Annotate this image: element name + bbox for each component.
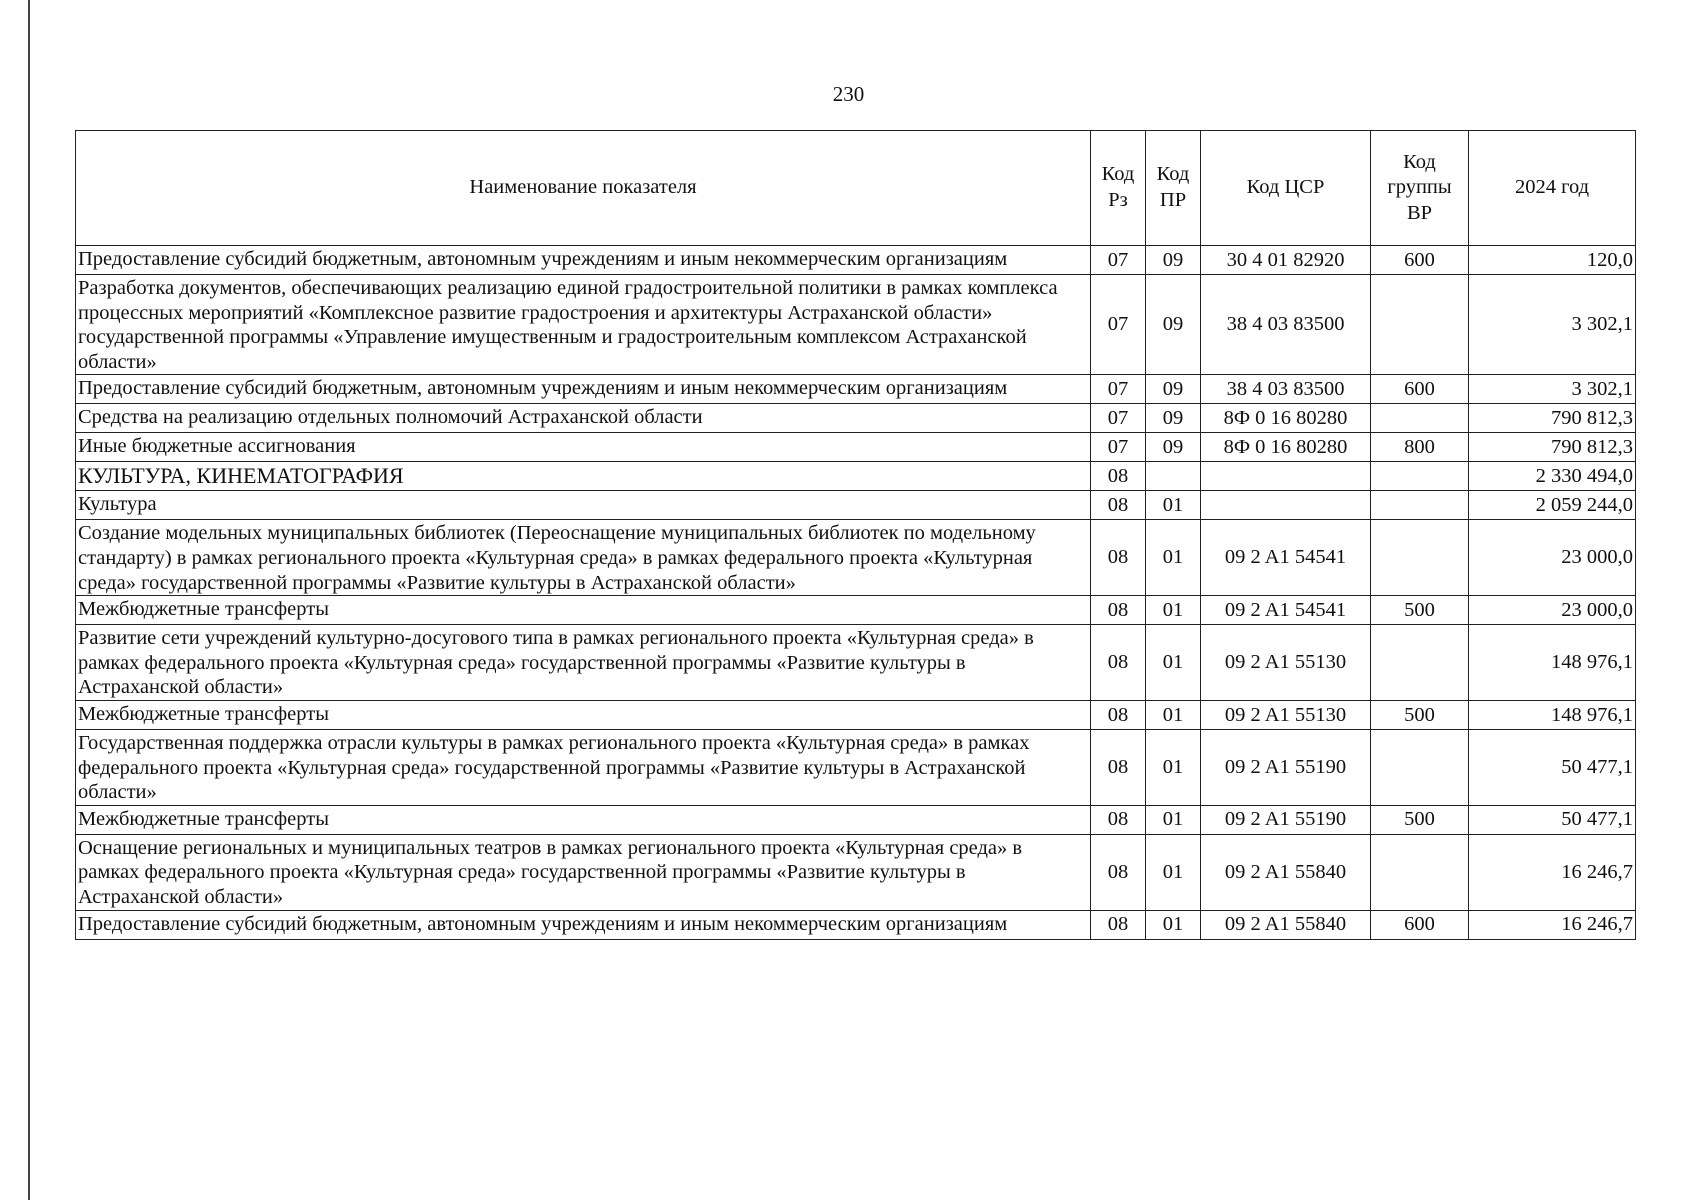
row-pr: 01 (1146, 491, 1201, 520)
table-row-section (76, 462, 1636, 491)
row-amount: 790 812,3 (1469, 404, 1636, 433)
row-amount: 2 330 494,0 (1469, 462, 1636, 491)
row-name: Средства на реализацию отдельных полномочий Астраханской области (76, 404, 1091, 433)
row-amount: 3 302,1 (1469, 275, 1636, 375)
table-row (76, 834, 1636, 910)
row-amount: 148 976,1 (1469, 700, 1636, 729)
row-rz: 07 (1091, 404, 1146, 433)
row-amount: 3 302,1 (1469, 375, 1636, 404)
row-rz: 08 (1091, 700, 1146, 729)
row-pr: 01 (1146, 625, 1201, 701)
table-row (76, 275, 1636, 375)
row-vr (1371, 729, 1469, 805)
row-amount: 120,0 (1469, 246, 1636, 275)
row-pr: 01 (1146, 805, 1201, 834)
row-rz: 07 (1091, 246, 1146, 275)
row-rz: 08 (1091, 729, 1146, 805)
row-name: Культура (76, 491, 1091, 520)
row-csr (1201, 491, 1371, 520)
row-csr: 38 4 03 83500 (1201, 375, 1371, 404)
row-pr: 09 (1146, 275, 1201, 375)
table-row (76, 520, 1636, 596)
row-name: Развитие сети учреждений культурно-досугового типа в рамках регионального проекта «Культурная среда» в рамках федерального проекта «Культурная среда» государственной программы «Развитие культуры в Астраханской области» (76, 625, 1091, 701)
row-vr (1371, 625, 1469, 701)
row-amount: 16 246,7 (1469, 834, 1636, 910)
header-vr: Код группы ВР (1371, 131, 1469, 246)
header-csr: Код ЦСР (1201, 131, 1371, 246)
row-pr: 01 (1146, 520, 1201, 596)
row-name: Предоставление субсидий бюджетным, автономным учреждениям и иным некоммерческим организациям (76, 246, 1091, 275)
row-rz: 08 (1091, 462, 1146, 491)
row-pr: 01 (1146, 596, 1201, 625)
table-row (76, 433, 1636, 462)
row-pr: 09 (1146, 246, 1201, 275)
row-vr: 500 (1371, 700, 1469, 729)
row-pr (1146, 462, 1201, 491)
row-csr: 09 2 A1 55190 (1201, 805, 1371, 834)
row-amount: 2 059 244,0 (1469, 491, 1636, 520)
row-name: Межбюджетные трансферты (76, 700, 1091, 729)
row-vr (1371, 275, 1469, 375)
row-amount: 16 246,7 (1469, 910, 1636, 939)
row-csr: 09 2 A1 55130 (1201, 625, 1371, 701)
row-pr: 01 (1146, 700, 1201, 729)
row-pr: 09 (1146, 375, 1201, 404)
table-row (76, 404, 1636, 433)
row-rz: 07 (1091, 375, 1146, 404)
row-rz: 07 (1091, 275, 1146, 375)
row-rz: 08 (1091, 520, 1146, 596)
header-pr: Код ПР (1146, 131, 1201, 246)
table-row (76, 491, 1636, 520)
table-row (76, 246, 1636, 275)
budget-table (75, 130, 1636, 940)
table-row (76, 596, 1636, 625)
row-vr: 600 (1371, 246, 1469, 275)
row-csr (1201, 462, 1371, 491)
header-rz: Код Рз (1091, 131, 1146, 246)
row-name: Межбюджетные трансферты (76, 596, 1091, 625)
row-amount: 50 477,1 (1469, 729, 1636, 805)
row-rz: 08 (1091, 625, 1146, 701)
row-vr: 600 (1371, 375, 1469, 404)
row-csr: 09 2 A1 54541 (1201, 520, 1371, 596)
row-rz: 08 (1091, 596, 1146, 625)
row-csr: 09 2 A1 55840 (1201, 910, 1371, 939)
row-vr (1371, 404, 1469, 433)
row-vr (1371, 491, 1469, 520)
page-number: 230 (832, 82, 865, 106)
row-name: Межбюджетные трансферты (76, 805, 1091, 834)
row-amount: 23 000,0 (1469, 520, 1636, 596)
row-name: Иные бюджетные ассигнования (76, 433, 1091, 462)
row-vr: 800 (1371, 433, 1469, 462)
row-amount: 50 477,1 (1469, 805, 1636, 834)
table-row (76, 805, 1636, 834)
row-name: Создание модельных муниципальных библиотек (Переоснащение муниципальных библиотек по модельному стандарту) в рамках регионального проекта «Культурная среда» в рамках федерального проекта «Культурная среда» государственной программы «Развитие культуры в Астраханской области» (76, 520, 1091, 596)
row-pr: 01 (1146, 910, 1201, 939)
row-name: Предоставление субсидий бюджетным, автономным учреждениям и иным некоммерческим организациям (76, 910, 1091, 939)
row-csr: 09 2 A1 55190 (1201, 729, 1371, 805)
row-vr: 600 (1371, 910, 1469, 939)
row-name: Разработка документов, обеспечивающих реализацию единой градостроительной политики в рамках комплекса процессных мероприятий «Комплексное развитие градостроения и архитектуры Астраханской области» государственной программы «Управление имущественным и градостроительным комплексом Астраханской области» (76, 275, 1091, 375)
row-pr: 09 (1146, 404, 1201, 433)
row-rz: 07 (1091, 433, 1146, 462)
row-name: Государственная поддержка отрасли культуры в рамках регионального проекта «Культурная среда» в рамках федерального проекта «Культурная среда» государственной программы «Развитие культуры в Астраханской области» (76, 729, 1091, 805)
row-amount: 23 000,0 (1469, 596, 1636, 625)
left-margin-rule (28, 0, 30, 1200)
row-pr: 01 (1146, 834, 1201, 910)
row-rz: 08 (1091, 834, 1146, 910)
table-row (76, 729, 1636, 805)
row-csr: 30 4 01 82920 (1201, 246, 1371, 275)
table-row (76, 375, 1636, 404)
row-vr (1371, 520, 1469, 596)
header-year: 2024 год (1469, 131, 1636, 246)
row-rz: 08 (1091, 910, 1146, 939)
row-vr: 500 (1371, 596, 1469, 625)
row-amount: 790 812,3 (1469, 433, 1636, 462)
row-vr (1371, 462, 1469, 491)
row-pr: 01 (1146, 729, 1201, 805)
row-vr (1371, 834, 1469, 910)
table-row (76, 700, 1636, 729)
header-name: Наименование показателя (76, 131, 1091, 246)
row-csr: 8Ф 0 16 80280 (1201, 404, 1371, 433)
row-csr: 38 4 03 83500 (1201, 275, 1371, 375)
row-rz: 08 (1091, 805, 1146, 834)
row-pr: 09 (1146, 433, 1201, 462)
row-name: Предоставление субсидий бюджетным, автономным учреждениям и иным некоммерческим организациям (76, 375, 1091, 404)
table-row (76, 910, 1636, 939)
row-csr: 09 2 A1 55840 (1201, 834, 1371, 910)
row-rz: 08 (1091, 491, 1146, 520)
row-name: Оснащение региональных и муниципальных театров в рамках регионального проекта «Культурная среда» в рамках федерального проекта «Культурная среда» государственной программы «Развитие культуры в Астраханской области» (76, 834, 1091, 910)
row-csr: 8Ф 0 16 80280 (1201, 433, 1371, 462)
row-csr: 09 2 A1 54541 (1201, 596, 1371, 625)
table-header-row (76, 131, 1636, 246)
table-row (76, 625, 1636, 701)
section-name: КУЛЬТУРА, КИНЕМАТОГРАФИЯ (76, 462, 1091, 491)
row-csr: 09 2 A1 55130 (1201, 700, 1371, 729)
row-amount: 148 976,1 (1469, 625, 1636, 701)
row-vr: 500 (1371, 805, 1469, 834)
